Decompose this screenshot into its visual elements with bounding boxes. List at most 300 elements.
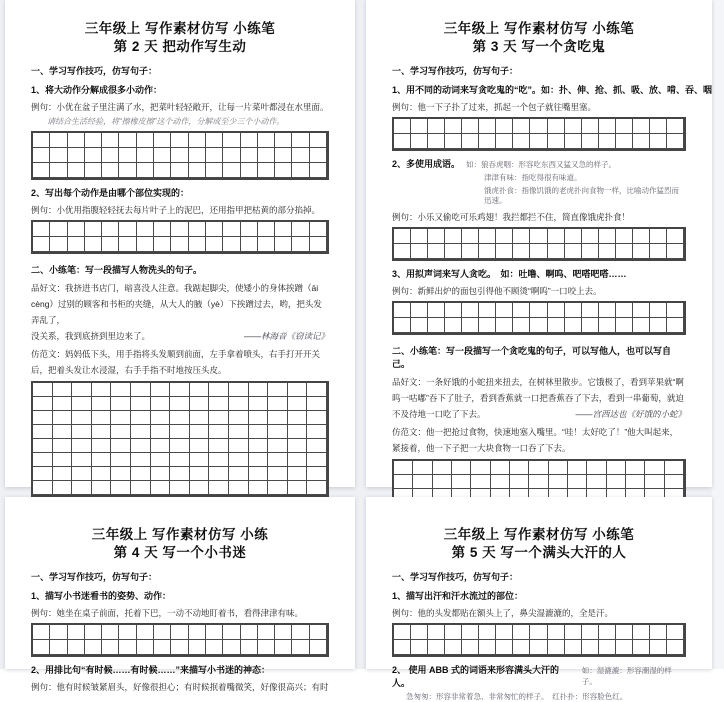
grid-cell [565,303,582,318]
grid-cell [616,229,633,244]
grid-cell [587,475,606,489]
grid-cell [223,237,240,252]
grid-cell [223,148,240,163]
grid-cell [445,303,462,318]
grid-cell [667,318,684,333]
grid-cell [258,640,275,655]
grid-cell [599,119,616,134]
grid-cell [171,640,188,655]
grid-cell [50,237,67,252]
grid-cell [223,640,240,655]
example-sentence: 例句：小乐又偷吃可乐鸡翅！我拦都拦不住，简直像饿虎扑食！ [392,212,631,222]
section-heading: 二、小练笔：写一段描写一个贪吃鬼的句子，可以写他人，也可以写自己。 [392,346,672,369]
grid-cell [607,461,626,475]
grid-cell [645,461,664,475]
grid-cell [92,397,112,411]
page-title: 三年级上 写作素材仿写 小练笔 [443,527,635,542]
grid-cell [33,425,53,439]
grid-cell [292,625,309,640]
grid-cell [599,303,616,318]
grid-cell [111,383,131,397]
grid-cell [496,229,513,244]
grid-cell [85,148,102,163]
grid-cell [223,625,240,640]
grid-cell [241,222,258,237]
grid-cell [229,481,249,495]
grid-cell [548,244,565,259]
grid-cell [633,303,650,318]
grid-cell [513,318,530,333]
grid-cell [53,481,73,495]
grid-cell [599,244,616,259]
grid-cell [667,640,684,655]
grid-cell [72,383,92,397]
page-subtitle: 第 5 天 写一个满头大汗的人 [451,545,627,560]
grid-cell [428,229,445,244]
grid-cell [667,625,684,640]
grid-cell [33,411,53,425]
grid-cell [599,229,616,244]
page-title: 三年级上 写作素材仿写 小练笔 [84,21,276,36]
grid-cell [154,163,171,178]
grid-cell [131,397,151,411]
grid-cell [249,481,269,495]
grid-cell [229,453,249,467]
grid-cell [582,119,599,134]
grid-cell [206,133,223,148]
writing-grid [31,220,329,254]
grid-cell [68,133,85,148]
grid-cell [190,439,210,453]
grid-cell [513,303,530,318]
grid-cell [452,475,471,489]
grid-cell [479,303,496,318]
grid-cell [102,222,119,237]
grid-cell [513,134,530,149]
grid-cell [102,625,119,640]
grid-cell [479,119,496,134]
grid-cell [241,625,258,640]
grid-cell [530,303,547,318]
grid-cell [413,461,432,475]
grid-cell [209,453,229,467]
grid-cell [223,163,240,178]
grid-cell [288,467,308,481]
grid-cell [209,411,229,425]
grid-cell [565,625,582,640]
grid-cell [428,303,445,318]
grid-cell [307,467,327,481]
grid-cell [529,461,548,475]
grid-cell [206,222,223,237]
grid-cell [616,303,633,318]
grid-cell [394,229,411,244]
worksheet-page-day5[interactable] [366,497,712,701]
grid-cell [479,229,496,244]
grid-cell [633,640,650,655]
grid-cell [85,625,102,640]
grid-cell [131,425,151,439]
sample-text-tail: 不及待地一口吃了下去。 [392,409,486,419]
grid-cell [170,481,190,495]
grid-cell [206,148,223,163]
grid-cell [85,640,102,655]
grid-cell [445,640,462,655]
grid-cell [258,163,275,178]
grid-cell [445,229,462,244]
grid-cell [92,411,112,425]
grid-cell [190,397,210,411]
grid-cell [292,640,309,655]
grid-cell [310,625,327,640]
grid-cell [72,439,92,453]
grid-cell [479,134,496,149]
grid-cell [496,119,513,134]
grid-cell [428,625,445,640]
grid-cell [288,425,308,439]
grid-cell [411,119,428,134]
grid-cell [92,453,112,467]
grid-cell [72,425,92,439]
grid-cell [50,148,67,163]
grid-cell [189,163,206,178]
grid-cell [288,439,308,453]
grid-cell [137,133,154,148]
writing-grid [392,623,686,657]
grid-cell [633,244,650,259]
grid-cell [667,244,684,259]
grid-cell [667,119,684,134]
grid-cell [275,222,292,237]
grid-cell [170,425,190,439]
grid-cell [268,467,288,481]
grid-cell [206,625,223,640]
grid-cell [190,383,210,397]
grid-cell [530,119,547,134]
skill-item: 2、写出每个动作是由哪个部位实现的： [31,188,190,198]
grid-cell [411,134,428,149]
section-heading: 一、学习写作技巧，仿写句子： [392,572,519,582]
grid-cell [249,397,269,411]
grid-cell [565,318,582,333]
grid-cell [33,383,53,397]
skill-item: 1、描写小书迷看书的姿势、动作： [31,591,172,601]
grid-cell [53,467,73,481]
grid-cell [462,625,479,640]
grid-cell [462,244,479,259]
grid-cell [171,148,188,163]
grid-cell [565,640,582,655]
grid-cell [479,625,496,640]
grid-cell [154,237,171,252]
grid-cell [428,119,445,134]
grid-cell [268,481,288,495]
writing-grid [31,623,329,657]
grid-cell [549,475,568,489]
writing-grid [31,131,329,180]
grid-cell [190,411,210,425]
grid-cell [137,237,154,252]
grid-cell [209,383,229,397]
worksheet-page-day2[interactable] [5,0,355,487]
grid-cell [288,411,308,425]
grid-cell [249,383,269,397]
grid-cell [154,625,171,640]
grid-cell [548,119,565,134]
grid-cell [616,318,633,333]
grid-cell [288,383,308,397]
grid-cell [568,475,587,489]
grid-cell [513,119,530,134]
grid-cell [50,222,67,237]
grid-cell [68,237,85,252]
grid-cell [119,625,136,640]
grid-cell [249,411,269,425]
grid-cell [223,222,240,237]
grid-cell [292,133,309,148]
grid-cell [137,163,154,178]
grid-cell [650,303,667,318]
worksheet-page-day3[interactable] [366,0,712,487]
grid-cell [599,134,616,149]
grid-cell [241,163,258,178]
grid-cell [479,244,496,259]
grid-cell [50,640,67,655]
grid-cell [92,425,112,439]
grid-cell [209,397,229,411]
grid-cell [394,318,411,333]
grid-cell [151,467,171,481]
grid-cell [307,453,327,467]
grid-cell [445,244,462,259]
grid-cell [170,383,190,397]
grid-cell [462,229,479,244]
grid-cell [33,133,50,148]
grid-cell [50,163,67,178]
skill-item: 1、描写出汗和汗水流过的部位： [392,591,524,601]
grid-cell [102,640,119,655]
grid-cell [582,640,599,655]
grid-cell [530,244,547,259]
grid-cell [268,453,288,467]
grid-cell [307,411,327,425]
grid-cell [292,237,309,252]
writing-grid [392,117,686,151]
grid-cell [258,222,275,237]
writing-grid [392,301,686,335]
grid-cell [119,148,136,163]
grid-cell [471,475,490,489]
grid-cell [275,640,292,655]
grid-cell [268,397,288,411]
grid-cell [411,625,428,640]
grid-cell [411,244,428,259]
grid-cell [582,229,599,244]
grid-cell [394,134,411,149]
grid-cell [111,467,131,481]
grid-cell [513,244,530,259]
grid-cell [33,237,50,252]
grid-cell [111,439,131,453]
grid-cell [288,453,308,467]
grid-cell [445,134,462,149]
grid-cell [151,411,171,425]
grid-cell [479,318,496,333]
grid-cell [307,425,327,439]
scroll-gutter[interactable] [712,0,724,669]
grid-cell [292,222,309,237]
grid-cell [170,411,190,425]
grid-cell [119,237,136,252]
grid-cell [68,640,85,655]
grid-cell [53,383,73,397]
grid-cell [33,467,53,481]
grid-cell [650,640,667,655]
grid-cell [72,397,92,411]
grid-cell [307,481,327,495]
grid-cell [445,318,462,333]
grid-cell [249,425,269,439]
grid-cell [496,303,513,318]
grid-cell [206,163,223,178]
grid-cell [170,439,190,453]
grid-cell [119,222,136,237]
page-title: 三年级上 写作素材仿写 小练 [91,527,269,542]
grid-cell [411,303,428,318]
page-title: 三年级上 写作素材仿写 小练笔 [443,21,635,36]
grid-cell [85,237,102,252]
grid-cell [229,467,249,481]
grid-cell [189,222,206,237]
grid-cell [587,461,606,475]
grid-cell [411,229,428,244]
grid-cell [189,237,206,252]
grid-cell [249,439,269,453]
grid-cell [72,411,92,425]
grid-cell [530,318,547,333]
page-subtitle: 第 4 天 写一个小书迷 [113,545,247,560]
word-definition: 急匆匆：形容非常着急、非常匆忙的样子。 红扑扑：形容脸色红。 [406,692,628,701]
grid-cell [568,461,587,475]
grid-cell [548,318,565,333]
grid-cell [633,318,650,333]
grid-cell [209,467,229,481]
grid-cell [209,439,229,453]
grid-cell [626,475,645,489]
grid-cell [171,133,188,148]
grid-cell [292,163,309,178]
grid-cell [565,119,582,134]
grid-cell [190,453,210,467]
grid-cell [241,133,258,148]
example-sentence: 例句：新鲜出炉的面包引得他不顾烫“啊呜”一口咬上去。 [392,286,602,296]
grid-cell [229,411,249,425]
grid-cell [72,481,92,495]
grid-cell [510,475,529,489]
grid-cell [268,425,288,439]
grid-cell [275,163,292,178]
grid-cell [394,625,411,640]
grid-cell [171,222,188,237]
grid-cell [530,134,547,149]
grid-cell [433,475,452,489]
grid-cell [85,222,102,237]
grid-cell [307,439,327,453]
grid-cell [665,475,684,489]
grid-cell [102,148,119,163]
grid-cell [433,461,452,475]
grid-cell [496,134,513,149]
grid-cell [616,640,633,655]
grid-cell [92,383,112,397]
grid-cell [310,237,327,252]
worksheet-page-day4[interactable] [5,497,355,692]
grid-cell [33,163,50,178]
grid-cell [452,461,471,475]
grid-cell [119,133,136,148]
grid-cell [258,625,275,640]
grid-cell [33,481,53,495]
grid-cell [249,453,269,467]
grid-cell [189,625,206,640]
grid-cell [268,411,288,425]
grid-cell [258,148,275,163]
grid-cell [111,453,131,467]
writing-grid [31,381,329,497]
grid-cell [189,133,206,148]
grid-cell [170,467,190,481]
grid-cell [513,625,530,640]
grid-cell [650,625,667,640]
grid-cell [428,640,445,655]
sample-text: 品好文：一条好饿的小蛇扭来扭去，在树林里散步。它饿极了，看到苹果就“啊呜一咕嘟”吞下了肚子，看到香蕉就一口把香蕉吞了下去，看到一串葡萄，就迫 [392,377,684,403]
grid-cell [53,425,73,439]
section-heading: 一、学习写作技巧，仿写句子： [31,66,158,76]
skill-item: 3、用拟声词来写人贪吃。 如：吐噜、啊呜、吧嗒吧嗒…… [392,269,627,279]
grid-cell [462,134,479,149]
attribution: ——宫西达也《好饿的小蛇》 [575,409,686,419]
grid-cell [582,625,599,640]
grid-cell [394,303,411,318]
grid-cell [510,461,529,475]
grid-cell [170,397,190,411]
grid-cell [53,397,73,411]
grid-cell [394,461,413,475]
grid-cell [650,134,667,149]
grid-cell [170,453,190,467]
grid-cell [599,640,616,655]
grid-cell [491,475,510,489]
grid-cell [241,237,258,252]
grid-cell [50,133,67,148]
grid-cell [394,119,411,134]
example-sentence: 例句：她坐在桌子前面，托着下巴，一动不动地盯着书，看得津津有味。 [31,608,304,618]
grid-cell [68,163,85,178]
grid-cell [275,237,292,252]
grid-cell [241,640,258,655]
grid-cell [428,318,445,333]
model-text: 仿范文：妈妈低下头，用手指将头发顺到前面，左手拿着喷头，右手打开开关后，把着头发让水浸湿，右手手指不时地按压头皮。 [31,349,321,375]
grid-cell [268,383,288,397]
grid-cell [394,244,411,259]
grid-cell [171,163,188,178]
grid-cell [548,134,565,149]
grid-cell [275,133,292,148]
grid-cell [119,163,136,178]
sample-text: 品好文：我挤进书店门，暗喜没人注意。我踮起脚尖，使矮小的身体挨蹭（āi cèng）过别的顾客和书柜的夹缝，从大人的腋（yè）下挨蹭过去，哟，把头发弄乱了， [31,283,322,325]
grid-cell [513,640,530,655]
grid-cell [650,244,667,259]
